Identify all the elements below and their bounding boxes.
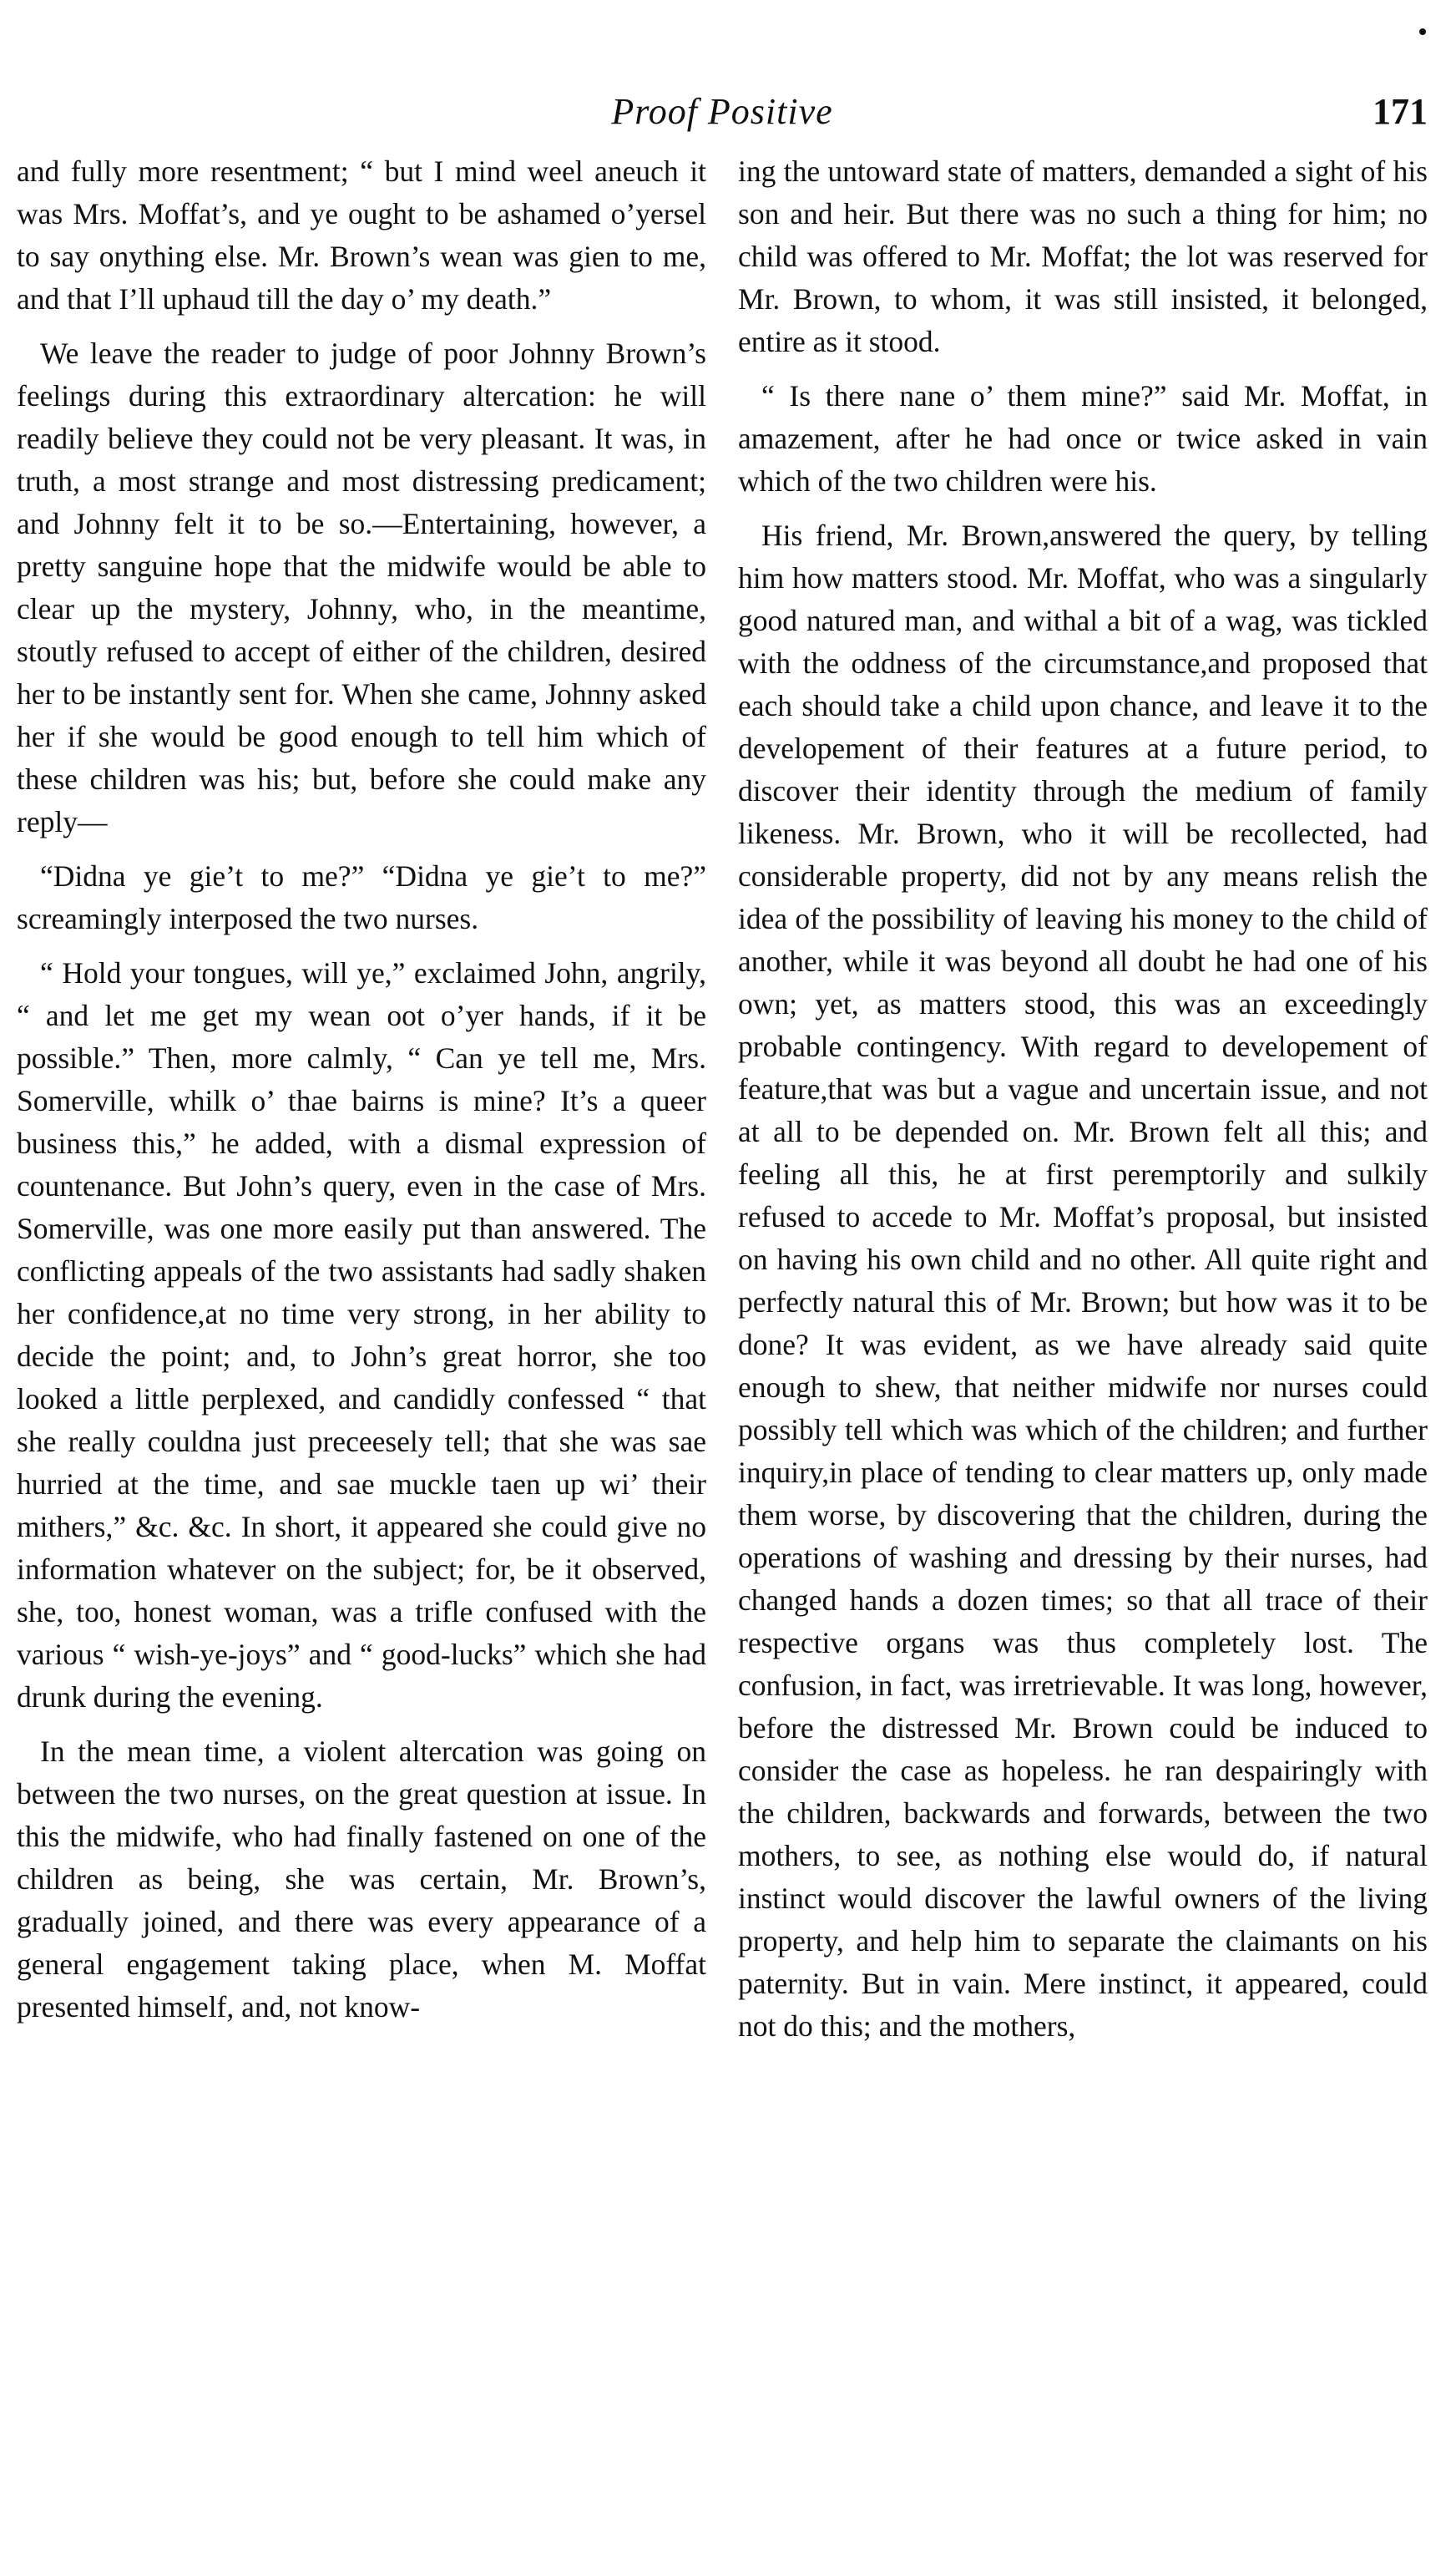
page-header — [17, 90, 1428, 140]
paragraph: “ Hold your tongues, will ye,” exclaimed John, angrily, “ and let me get my wean oot o’yer hands, if it be possible.” Then, more calmly, “ Can ye tell me, Mrs. Somerville, whilk o’ thae bairns is mine? It’s a queer business this,” he added, with a dismal expression of countenance. But John’s query, even in the case of Mrs. Somerville, was one more easily put than answered. The conflicting appeals of the two assistants had sadly shaken her confidence,at no time very strong, in her ability to decide the point; and, to John’s great horror, she too looked a little perplexed, and candidly confessed “ that she really couldna just preceesely tell; that she was sae hurried at the time, and sae muckle taen up wi’ their mithers,” &c. &c. In short, it appeared she could give no information whatever on the subject; for, be it observed, she, too, honest woman, was a trifle confused with the various “ wish-ye-joys” and “ good-lucks” which she had drunk during the evening. — [17, 956, 706, 1714]
right-column — [738, 150, 1428, 2059]
paragraph: “ Is there nane o’ them mine?” said Mr. Moffat, in amazement, after he had once or twice asked in vain which of the two children were his. — [738, 379, 1428, 498]
paragraph: “Didna ye gie’t to me?” “Didna ye gie’t to me?” screamingly interposed the two nurses. — [17, 859, 706, 935]
paragraph: ing the untoward state of matters, demanded a sight of his son and heir. But there was no such a thing for him; no child was offered to Mr. Moffat; the lot was reserved for Mr. Brown, to whom, it was still insisted, it belonged, entire as it stood. — [738, 154, 1428, 358]
page-number: 171 — [1373, 91, 1428, 132]
paragraph: and fully more resentment; “ but I mind weel aneuch it was Mrs. Moffat’s, and ye ought to be ashamed o’yersel to say onything else. Mr. Brown’s wean was gien to me, and that I’ll uphaud till the day o’ my death.” — [17, 154, 706, 316]
paragraph: His friend, Mr. Brown,answered the query, by telling him how matters stood. Mr. Moffat, who was a singularly good natured man, and withal a bit of a wag, was tickled with the oddness of the circumstance,and proposed that each should take a child upon chance, and leave it to the developement of their features at a future period, to discover their identity through the medium of family likeness. Mr. Brown, who it will be recollected, had considerable property, did not by any means relish the idea of the possibility of leaving his money to the child of another, while it was beyond all doubt he had one of his own; yet, as matters stood, this was an exceedingly probable contingency. With regard to developement of feature,that was but a vague and uncertain issue, and not at all to be depended on. Mr. Brown felt all this; and feeling all this, he at first peremptorily and sulkily refused to accede to Mr. Moffat’s proposal, but insisted on having his own child and no other. All quite right and perfectly natural this of Mr. Brown; but how was it to be done? It was evident, as we have already said quite enough to shew, that neither midwife nor nurses could possibly tell which was which of the children; and further inquiry,in place of tending to clear matters up, only made them worse, by discovering that the children, during the operations of washing and dressing by their nurses, had changed hands a dozen times; so that all trace of their respective organs was thus completely lost. The confusion, in fact, was irretrievable. It was long, however, before the distressed Mr. Brown could be induced to consider the case as hopeless. he ran despairingly with the children, backwards and forwards, between the two mothers, to see, as nothing else would do, if natural instinct would discover the lawful owners of the living property, and help him to separate the claimants on his paternity. But in vain. Mere instinct, it appeared, could not do this; and the mothers, — [738, 519, 1428, 2043]
left-column — [17, 150, 706, 2040]
paragraph: We leave the reader to judge of poor Johnny Brown’s feelings during this extraordinary altercation: he will readily believe they could not be very pleasant. It was, in truth, a most strange and most distressing predicament; and Johnny felt it to be so.—Entertaining, however, a pretty sanguine hope that the midwife would be able to clear up the mystery, Johnny, who, in the meantime, stoutly refused to accept of either of the children, desired her to be instantly sent for. When she came, Johnny asked her if she would be good enough to tell him which of these children was his; but, before she could make any reply— — [17, 337, 706, 838]
running-head: Proof Positive — [611, 91, 833, 132]
paragraph: In the mean time, a violent altercation was going on between the two nurses, on the great question at issue. In this the midwife, who had finally fastened on one of the children as being, she was certain, Mr. Brown’s, gradually joined, and there was every appearance of a general engagement taking place, when M. Moffat presented himself, and, not know- — [17, 1735, 706, 2023]
ink-speck — [1419, 28, 1426, 35]
